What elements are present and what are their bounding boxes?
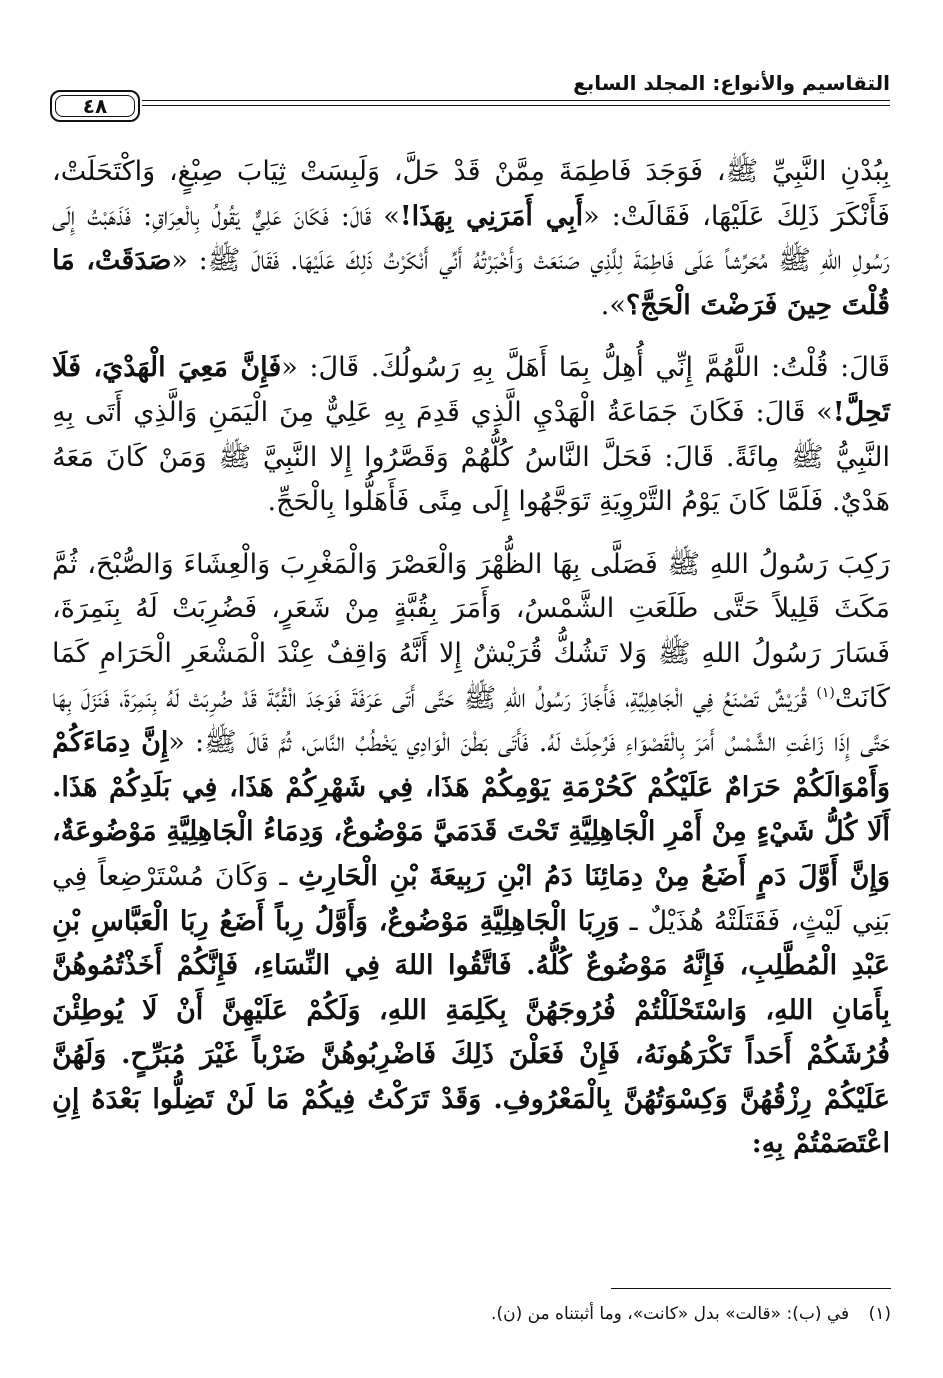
- narration-text: رَكِبَ رَسُولُ اللهِ ﷺ فَصَلَّى بِهَا الظُّهْرَ وَالْعَصْرَ وَالْمَغْرِبَ وَالْعِشَاءَ وَالصُّبْحَ، ثُمَّ مَكَثَ قَلِيلاً حَتَّى طَلَعَتِ الشَّمْسُ، وَأَمَرَ بِقُبَّةٍ مِنْ شَعَرٍ، فَضُرِبَتْ لَهُ بِنَمِرَةَ، فَسَارَ رَسُولُ اللهِ ﷺ وَلا تَشُكُّ قُرَيْشٌ إِلا أَنَّهُ وَاقِفٌ عِنْدَ الْمَشْعَرِ الْحَرَامِ كَمَا كَانَتْ: [52, 548, 890, 714]
- footnote-reference: (١): [816, 684, 835, 701]
- running-title: التقاسيم والأنواع: المجلد السابع: [573, 71, 890, 95]
- page-header: [50, 70, 890, 130]
- narration-text: » قَالَ: فَكَانَ جَمَاعَةُ الْهَدْيِ الَّذِي قَدِمَ بِهِ عَلِيٌّ مِنَ الْيَمَنِ وَالَّذِي أَتَى بِهِ النَّبِيُّ ﷺ مِائَةً. قَالَ: فَحَلَّ النَّاسُ كُلُّهُمْ وَقَصَّرُوا إِلا النَّبِيَّ ﷺ وَمَنْ كَانَ مَعَهُ هَدْيٌ. فَلَمَّا كَانَ يَوْمُ التَّرْوِيَةِ تَوَجَّهُوا إِلَى مِنًى فَأَهَلُّوا بِالْحَجِّ.: [52, 396, 890, 518]
- hadith-text: صَدَقَتْ، مَا قُلْتَ حِينَ فَرَضْتَ الْحَجَّ؟: [52, 245, 890, 321]
- narration-text: » قَالَ: فَكَانَ عَلِيٌّ يَقُولُ بِالْعِرَاقِ: فَذَهَبْتُ إِلَى رَسُولِ اللهِ ﷺ مُحَرِّشاً عَلَى فَاطِمَةَ لِلَّذِي صَنَعَتْ وَأَخْبَرْتُهُ أَنِّي أَنْكَرْتُ ذَلِكَ عَلَيْهَا. فَقَالَ ﷺ: «: [52, 200, 890, 277]
- page-number: ٤٨: [82, 94, 108, 118]
- paragraph-1: [52, 150, 890, 328]
- narration-text: قُرَيْشٌ تَصْنَعُ فِي الْجَاهِلِيَّةِ، فَأَجَازَ رَسُولُ اللهِ ﷺ حَتَّى أَتَى عَرَفَةَ فَوَجَدَ الْقُبَّةَ قَدْ ضُرِبَتْ لَهُ بِنَمِرَةَ، فَنَزَلَ بِهَا حَتَّى إِذَا زَاغَتِ الشَّمْسُ أَمَرَ بِالْقَصْوَاءِ فَرُحِلَتْ لَهُ. فَأَتَى بَطْنَ الْوَادِي يَخْطُبُ النَّاسَ، ثُمَّ قَالَ ﷺ: «: [52, 682, 890, 759]
- narration-text: ـ وَكَانَ مُسْتَرْضِعاً فِي بَنِي لَيْثٍ، فَقَتَلَتْهُ هُذَيْلٌ ـ: [52, 860, 890, 937]
- hadith-text: فَإِنَّ مَعِيَ الْهَدْيَ، فَلَا تَحِلَّ!: [52, 352, 890, 428]
- header-rule-top: [142, 100, 890, 101]
- hadith-text: إِنَّ دِمَاءَكُمْ وَأَمْوَالَكُمْ حَرَامٌ عَلَيْكُمْ كَحُرْمَةِ يَوْمِكُمْ هَذَا، فِي شَهْرِكُمْ هَذَا، فِي بَلَدِكُمْ هَذَا. أَلَا كُلُّ شَيْءٍ مِنْ أَمْرِ الْجَاهِلِيَّةِ تَحْتَ قَدَمَيَّ مَوْضُوعٌ، وَدِمَاءُ الْجَاهِلِيَّةِ مَوْضُوعَةٌ، وَإِنَّ أَوَّلَ دَمٍ أَضَعُ مِنْ دِمَائِنَا دَمُ ابْنِ رَبِيعَةَ بْنِ الْحَارِثِ: [52, 727, 890, 892]
- narration-text: قَالَ: قُلْتُ: اللَّهُمَّ إِنِّي أُهِلُّ بِمَا أَهَلَّ بِهِ رَسُولُكَ. قَالَ: «: [281, 352, 890, 384]
- paragraph-2: [52, 346, 890, 524]
- footnote-number: (١): [868, 1304, 891, 1324]
- footnote: [53, 1300, 891, 1328]
- header-rule-bottom: [142, 105, 890, 106]
- hadith-text: وَرِبَا الْجَاهِلِيَّةِ مَوْضُوعٌ، وَأَوَّلُ رِباً أَضَعُ رِبَا الْعَبَّاسِ بْنِ عَبْدِ الْمُطَّلِبِ، فَإِنَّهُ مَوْضُوعٌ كُلُّهُ. فَاتَّقُوا اللهَ فِي النِّسَاءِ، فَإِنَّكُمْ أَخَذْتُمُوهُنَّ بِأَمَانِ اللهِ، وَاسْتَحْلَلْتُمْ فُرُوجَهُنَّ بِكَلِمَةِ اللهِ، وَلَكُمْ عَلَيْهِنَّ أَنْ لَا يُوطِئْنَ فُرُشَكُمْ أَحَداً تَكْرَهُونَهُ، فَإِنْ فَعَلْنَ ذَلِكَ فَاضْرِبُوهُنَّ ضَرْباً غَيْرَ مُبَرِّحٍ. وَلَهُنَّ عَلَيْكُمْ رِزْقُهُنَّ وَكِسْوَتُهُنَّ بِالْمَعْرُوفِ. وَقَدْ تَرَكْتُ فِيكُمْ مَا لَنْ تَضِلُّوا بَعْدَهُ إِنِ اعْتَصَمْتُمْ بِهِ:: [52, 905, 890, 1160]
- footnote-text: في (ب): «قالت» بدل «كانت»، وما أثبتناه من (ن).: [491, 1304, 850, 1324]
- paragraph-3: [52, 543, 890, 1167]
- main-text: [52, 150, 890, 1167]
- narration-text: ».: [600, 289, 626, 321]
- hadith-text: أَبِي أَمَرَنِي بِهَذَا!: [399, 200, 584, 232]
- narration-text: بِبُدْنِ النَّبِيِّ ﷺ، فَوَجَدَ فَاطِمَةَ مِمَّنْ قَدْ حَلَّ، وَلَبِسَتْ ثِيَابَ صِبْغٍ، وَاكْتَحَلَتْ، فَأَنْكَرَ ذَلِكَ عَلَيْهَا، فَقَالَتْ: «: [52, 156, 890, 232]
- footnote-separator: [611, 1288, 891, 1289]
- page-number-frame: [50, 90, 140, 122]
